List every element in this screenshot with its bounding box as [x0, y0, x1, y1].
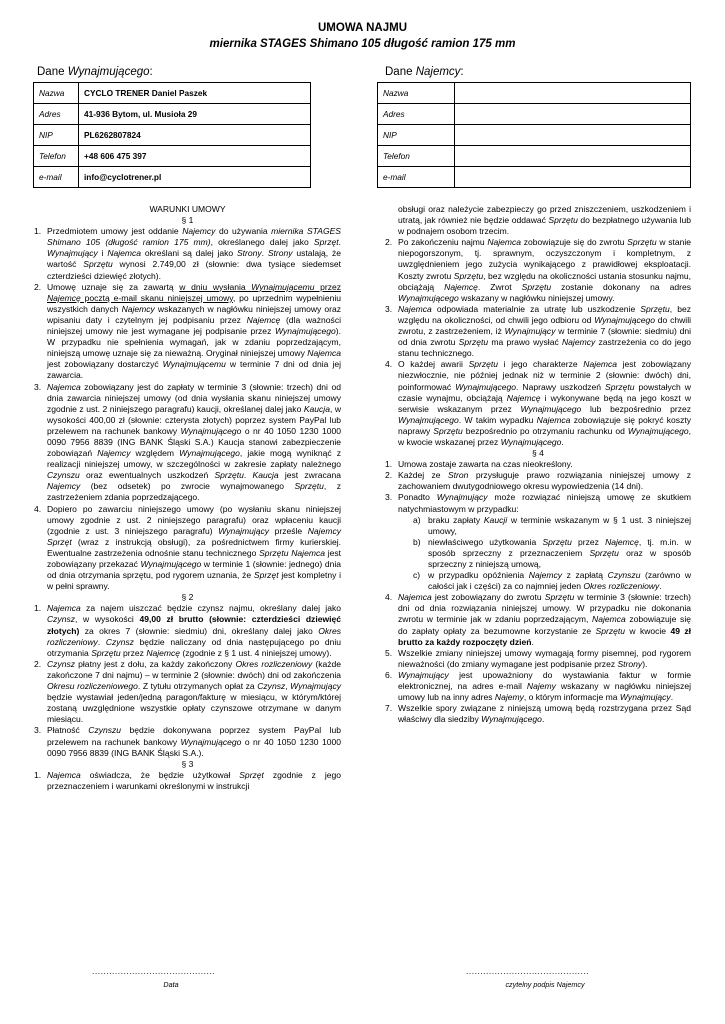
field-value: CYCLO TRENER Daniel Paszek — [79, 83, 311, 104]
field-label: Telefon — [378, 146, 455, 167]
terms-heading: WARUNKI UMOWY — [149, 204, 226, 214]
list-item: 4. Najemca jest zobowiązany do zwrotu Sprzętu w terminie 3 (słownie: trzech) dni od dnia rozwiązania niniejszej umowy. W przypadku nie dokonania zwrotu w terminie jak w zdaniu poprzedzającym, Najemca zobowiązuje się do zapłaty opłaty za bezumowne korzystanie ze Sprzętu w kwocie 49 zł brutto za każdy rozpoczęty dzień. — [385, 592, 692, 647]
sub-list — [398, 515, 691, 593]
table-row — [378, 125, 691, 146]
list-item: 3. Najemca odpowiada materialnie za utratę lub uszkodzenie Sprzętu, bez względu na okoliczności, od chwili jego odbioru od Wynajmującego do chwili zwrotu, z zastrzeżeniem, iż Wynajmujący w terminie 7 (słownie: siedmiu) dni od dnia zwrotu Sprzętu ma prawo wysłać Najemcy zastrzeżenia co do jego stanu technicznego. — [385, 303, 692, 359]
terms-left-column — [34, 204, 341, 792]
landlord-heading: Dane Wynajmującego: — [37, 66, 153, 78]
list-item: 5. Wszelkie zmiany niniejszej umowy wymagają formy pisemnej, pod rygorem nieważności (do zmiany wymagane jest podpisanie przez Strony). — [385, 647, 691, 669]
section-2-list — [34, 603, 341, 758]
list-item: b) niewłaściwego użytkowania Sprzętu przez Najemcę, tj. m.in. w sposób sprzeczny z przeznaczeniem Sprzętu oraz w sposób sprzeczny z niniejszą umową, — [413, 536, 692, 569]
list-item: 2. Po zakończeniu najmu Najemca zobowiązuje się do zwrotu Sprzętu w stanie niepogorszonym, tj. sprawnym, oczyszczonym i kompletnym, z uwzględnieniem jego zużycia wynikającego z prawidłowej eksploatacji. Koszty zwrotu Sprzętu, bez względu na okoliczności ustania stosunku najmu, obciążają Najemcę. Zwrot Sprzętu zostanie dokonany na adres Wynajmującego wskazany w nagłówku niniejszej umowy. — [385, 237, 692, 303]
table-row — [34, 83, 311, 104]
field-label: Telefon — [34, 146, 79, 167]
list-item: 2. Umowę uznaje się za zawartą w dniu wysłania Wynajmującemu przez Najemcę pocztą e-mail skanu niniejszej umowy, po uprzednim wypełnieniu wszystkich danych Najemcy wskazanych w nagłówku niniejszej umowy oraz wpisaniu daty i czytelnym jej podpisaniu przez Najemcę (dla ważności niniejszej umowy nie jest wymagane jej podpisanie przez Wynajmującego). W przypadku nie spełnienia wymagań, jak w zdaniu poprzedzającym, niniejszą umowę uznaje się za nieważną. Oryginał niniejszej umowy Najemca jest zobowiązany dostarczyć Wynajmującemu w terminie 7 dni od dnia jej zawarcia. — [34, 281, 341, 381]
list-item: a) braku zapłaty Kaucji w terminie wskazanym w § 1 ust. 3 niniejszej umowy, — [413, 514, 691, 536]
field-label: e-mail — [378, 167, 455, 188]
field-value: info@cyclotrener.pl — [79, 167, 311, 188]
table-row — [378, 83, 691, 104]
field-value[interactable] — [455, 125, 691, 146]
list-item: 3. Ponadto Wynajmujący może rozwiązać niniejszą umowę ze skutkiem natychmiastowym w przypadku: a) braku zapłaty Kaucji w terminie wskazanym w § 1 ust. 3 niniejszej umowy, b) niewłaściwego użytkowania Sprzętu przez Najemcę, tj. m.in. w sposób sprzeczny z przeznaczeniem Sprzętu oraz w sposób sprzeczny z niniejszą umową, c) w przypadku opóźnienia Najemcy z zapłatą Czynszu (zarówno w całości jak i części) za co najmniej jeden Okres rozliczeniowy. — [385, 492, 692, 592]
table-row — [34, 167, 311, 188]
signature-label: czytelny podpis Najemcy — [505, 980, 585, 989]
tenant-table — [377, 82, 691, 188]
field-label: NIP — [34, 125, 79, 146]
field-value: 41-936 Bytom, ul. Musioła 29 — [79, 104, 311, 125]
list-item: 2. Każdej ze Stron przysługuje prawo rozwiązania niniejszej umowy z zachowaniem dwutygodniowego okresu wypowiedzenia (14 dni). — [385, 470, 691, 492]
document-title: UMOWA NAJMU — [317, 22, 407, 34]
section-2-mark: § 2 — [181, 592, 194, 603]
date-line: ........................................... — [92, 966, 216, 976]
tenant-heading: Dane Najemcy: — [385, 66, 464, 78]
field-value: +48 606 475 397 — [79, 146, 311, 167]
table-row — [378, 104, 691, 125]
field-label: Adres — [378, 104, 455, 125]
list-item: 3. Najemca zobowiązany jest do zapłaty w terminie 3 (słownie: trzech) dni od dnia zawarcia niniejszej umowy (od dnia wysłania skanu niniejszej umowy zgodnie z ust. 2 niniejszego paragrafu) kaucji, określanej dalej jako Kaucja, w wysokości 400,00 zł (słownie: czterysta złotych) poprzez system PayPal lub przelewem na rachunek bankowy Wynajmującego o nr 40 1050 1230 1000 0090 7956 8839 (ING BANK Śląski S.A.) Kaucja stanowi zabezpieczenie zobowiązań Najemcy względem Wynajmującego, jakie mogą wyniknąć z realizacji niniejszej umowy, w szczególności w zakresie zapłaty należnego Czynszu oraz ewentualnych uszkodzeń Sprzętu. Kaucja jest zwracana Najemcy (bez odsetek) po zwrocie wynajmowanego Sprzętu, z zastrzeżeniem zdania poprzedzającego. — [34, 381, 342, 503]
date-label: Data — [163, 980, 179, 989]
list-item: 1. Najemca za najem uiszczać będzie czynsz najmu, określany dalej jako Czynsz, w wysokości 49,00 zł brutto (słownie: czterdzieści dziewięć złotych) za okres 7 (słownie: siedmiu) dni, określany dalej jako Okres rozliczeniowy. Czynsz będzie naliczany od dnia następującego po dniu otrzymania Sprzętu przez Najemcę (zgodnie z § 1 ust. 4 niniejszej umowy). — [34, 603, 342, 658]
list-item: 2. Czynsz płatny jest z dołu, za każdy zakończony Okres rozliczeniowy (każde zakończone 7 dni najmu) – w terminie 2 (słownie: dwóch) dni od zakończenia Okresu rozliczeniowego. Z tytułu otrzymanych opłat za Czynsz, Wynajmujący będzie wystawiał jeden/jedną paragon/fakturę w miesiącu, w którym/której zostaną uwzględnione wszystkie opłaty czynszowe otrzymane w danym miesiącu. — [34, 658, 341, 725]
section-3-continuation: obsługi oraz należycie zabezpieczy go przed zniszczeniem, uszkodzeniem i utratą, jak również nie będzie oddawać Sprzętu do bezpłatnego używania lub w podnajem osobom trzecim. — [398, 204, 691, 237]
section-1-list — [34, 226, 341, 592]
field-label: NIP — [378, 125, 455, 146]
list-item: 1. Najemca oświadcza, że będzie użytkował Sprzęt zgodnie z jego przeznaczeniem i warunkami określonymi w instrukcji — [34, 769, 341, 791]
signature-line: ........................................... — [466, 966, 590, 976]
table-row — [34, 146, 311, 167]
list-item: 7. Wszelkie spory związane z niniejszą umową będą rozstrzygana przez Sąd właściwy dla siedziby Wynajmującego. — [385, 703, 691, 725]
terms-right-column — [385, 204, 691, 725]
section-4-list — [385, 459, 691, 725]
list-item: 1. Umowa zostaje zawarta na czas nieokreślony. — [385, 459, 573, 470]
table-row — [378, 167, 691, 188]
section-4-mark: § 4 — [532, 448, 544, 459]
list-item: 4. Dopiero po zawarciu niniejszego umowy (po wysłaniu skanu niniejszej umowy zgodnie z ust. 2 niniejszego paragrafu) oraz wpłaceniu kaucji (zgodnie z ust. 3 niniejszego paragrafu) Wynajmujący prześle Najemcy Sprzęt (wraz z instrukcją obsługi), za pośrednictwem firmy kurierskiej. Ewentualne zastrzeżenia odnośnie stanu technicznego Sprzętu Najemca jest zobowiązany przekazać Wynajmującego w terminie 1 (słownie: jednego) dnia od dnia otrzymania sprzętu, pod rygorem uznania, że Sprzęt jest kompletny i w pełni sprawny. — [34, 503, 342, 592]
list-item: 4. O każdej awarii Sprzętu i jego charakterze Najemca jest zobowiązany niezwłocznie, nie później jednak niż w terminie 2 (słownie: dwóch) dni, poinformować Wynajmującego. Naprawy uszkodzeń Sprzętu powstałych w czasie wynajmu, obciążają Najemcę i wykonywane będą na jego koszt w serwisie wskazanym przez Wynajmującego lub bezpośrednio przez Wynajmującego. W takim wypadku Najemca zobowiązuje się pokryć koszty naprawy Sprzętu bezpośrednio po otrzymaniu rachunku od Wynajmującego, w kwocie wskazanej przez Wynajmującego. — [385, 359, 692, 447]
section-3-mark: § 3 — [181, 758, 194, 769]
list-item: 3. Płatność Czynszu będzie dokonywana poprzez system PayPal lub przelewem na rachunek bankowy Wynajmującego o nr 40 1050 1230 1000 0090 7956 8839 (ING BANK Śląski S.A.). — [34, 725, 342, 758]
table-row — [34, 104, 311, 125]
field-label: Nazwa — [378, 83, 455, 104]
field-label: e-mail — [34, 167, 79, 188]
table-row — [378, 146, 691, 167]
table-row — [34, 125, 311, 146]
landlord-table — [33, 82, 311, 188]
field-label: Nazwa — [34, 83, 79, 104]
section-3-list — [34, 770, 341, 792]
document-subtitle: miernika STAGES Shimano 105 długość ramion 175 mm — [209, 38, 516, 50]
field-label: Adres — [34, 104, 79, 125]
field-value[interactable] — [455, 146, 691, 167]
field-value[interactable] — [455, 104, 691, 125]
list-item: 6. Wynajmujący jest upoważniony do wystawiania faktur w formie elektronicznej, na adres e-mail Najemy wskazany w nagłówku niniejszej umowy lub na inny adres Najemy, o którym informacje ma Wynajmujący. — [385, 669, 691, 703]
section-3-list-continued — [385, 237, 691, 448]
field-value[interactable] — [455, 83, 691, 104]
list-item: 1. Przedmiotem umowy jest oddanie Najemcy do używania miernika STAGES Shimano 105 (długość ramion 175 mm), określanego dalej jako Sprzęt. Wynajmujący i Najemca określani są dalej jako Strony. Strony ustalają, że wartość Sprzętu wynosi 2.749,00 zł (słownie: dwa tysiące siedemset czterdzieści dziewięć złotych). — [34, 226, 341, 281]
field-value: PL6262807824 — [79, 125, 311, 146]
section-1-mark: § 1 — [181, 215, 194, 226]
list-item: c) w przypadku opóźnienia Najemcy z zapłatą Czynszu (zarówno w całości jak i części) za co najmniej jeden Okres rozliczeniowy. — [413, 570, 691, 592]
field-value[interactable] — [455, 167, 691, 188]
